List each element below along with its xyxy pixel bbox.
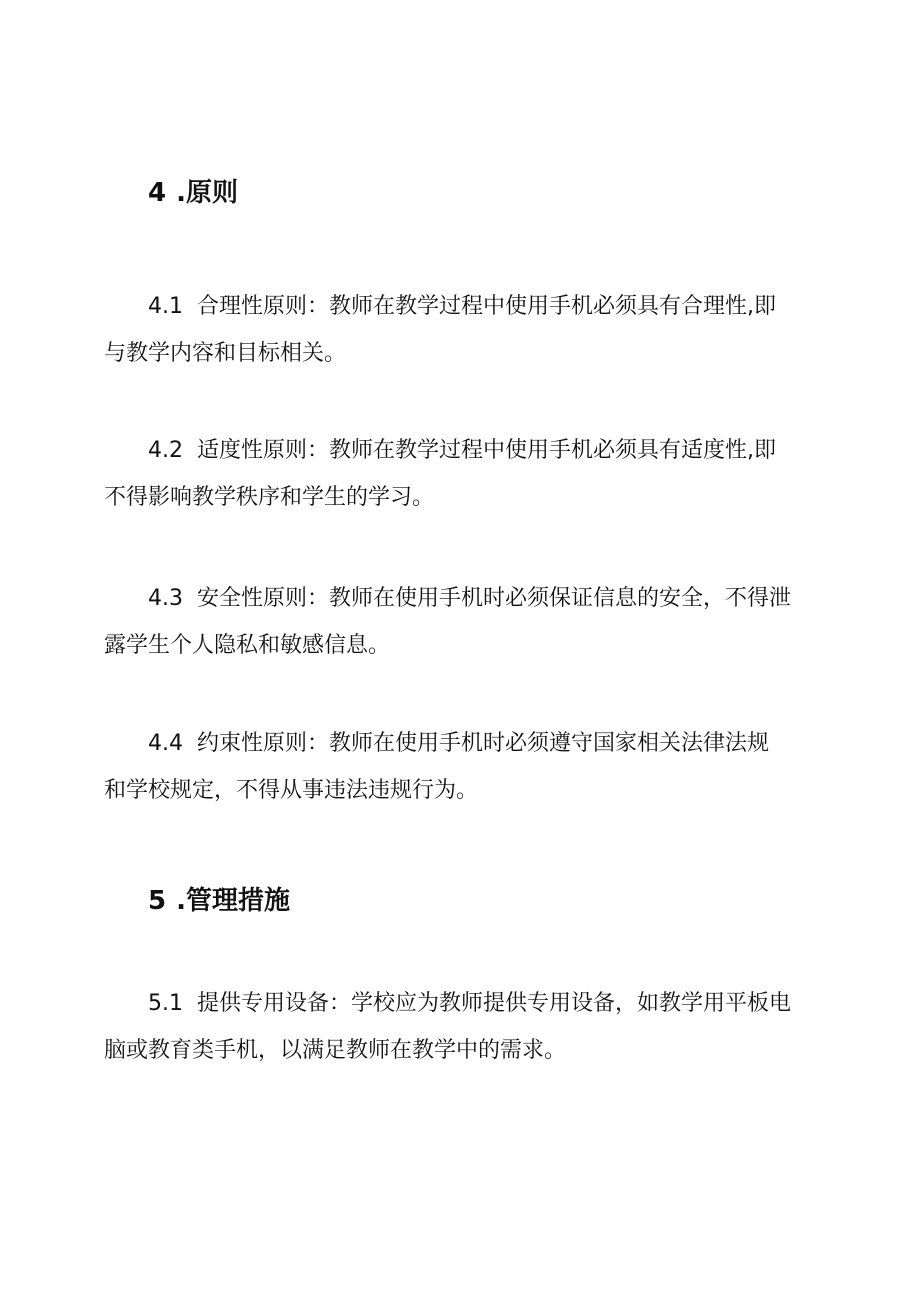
item-number: 5.1 <box>148 991 183 1016</box>
paragraph-4-2 <box>104 427 824 521</box>
item-text: 合理性原则：教师在教学过程中使用手机必须具有合理性,即 <box>197 294 776 319</box>
item-text: 提供专用设备：学校应为教师提供专用设备，如教学用平板电 <box>197 991 792 1016</box>
paragraph-line <box>104 427 824 474</box>
section-5-heading <box>148 880 290 917</box>
paragraph-line: 不得影响教学秩序和学生的学习。 <box>104 485 435 510</box>
paragraph-line <box>104 980 824 1027</box>
item-text: 适度性原则：教师在教学过程中使用手机必须具有适度性,即 <box>197 438 776 463</box>
paragraph-line: 脑或教育类手机，以满足教师在教学中的需求。 <box>104 1038 567 1063</box>
item-text: 约束性原则：教师在使用手机时必须遵守国家相关法律法规 <box>197 731 770 756</box>
paragraph-5-1 <box>104 980 824 1074</box>
section-number: 5 <box>148 886 167 916</box>
paragraph-line: 和学校规定，不得从事违法违规行为。 <box>104 778 479 803</box>
paragraph-line <box>104 283 824 330</box>
item-number: 4.3 <box>148 586 183 611</box>
section-4-heading <box>148 172 238 209</box>
item-number: 4.1 <box>148 294 183 319</box>
section-title: .管理措施 <box>176 886 290 916</box>
paragraph-line: 露学生个人隐私和敏感信息。 <box>104 633 391 658</box>
item-number: 4.4 <box>148 731 183 756</box>
paragraph-4-1 <box>104 283 824 377</box>
item-text: 安全性原则：教师在使用手机时必须保证信息的安全，不得泄 <box>197 586 792 611</box>
item-number: 4.2 <box>148 438 183 463</box>
paragraph-4-3 <box>104 575 824 669</box>
section-title: .原则 <box>176 178 238 208</box>
paragraph-line <box>104 720 824 767</box>
paragraph-line <box>104 575 824 622</box>
paragraph-line: 与教学内容和目标相关。 <box>104 341 347 366</box>
section-number: 4 <box>148 178 167 208</box>
paragraph-4-4 <box>104 720 824 814</box>
